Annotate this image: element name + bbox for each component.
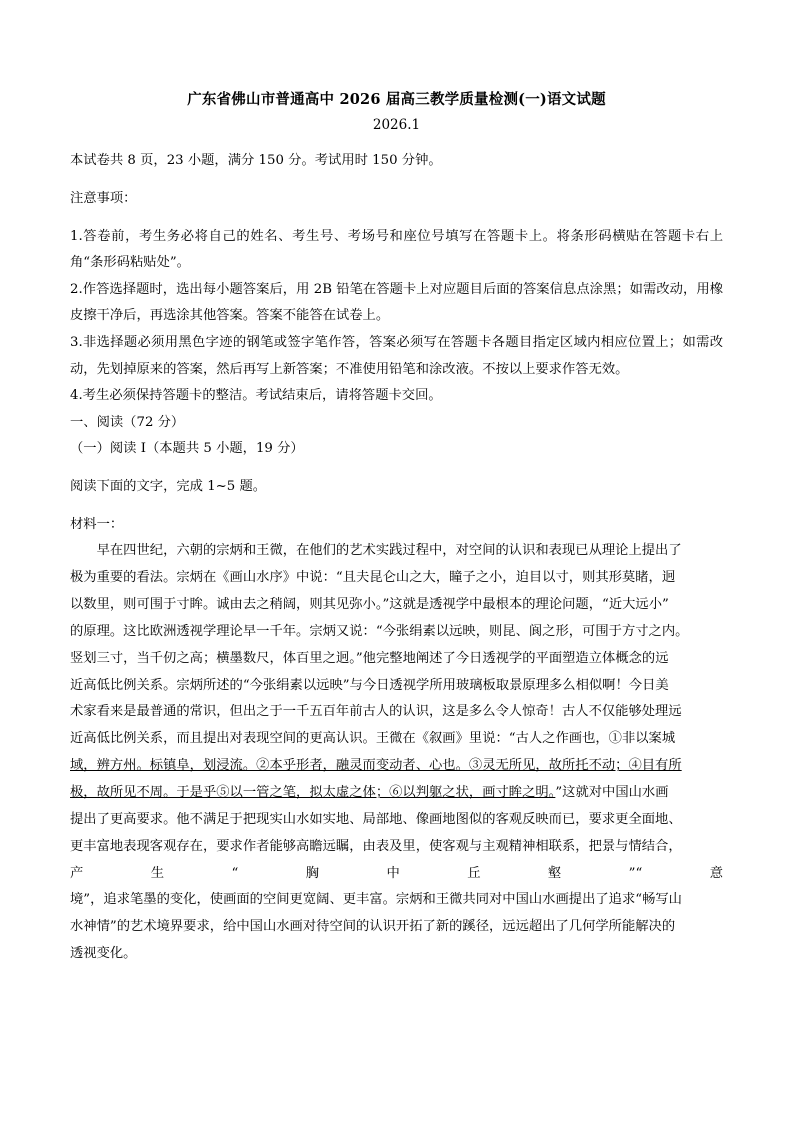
passage-line-10	[70, 780, 723, 807]
passage-line-13-part-2: 生	[150, 865, 165, 881]
section-heading-one: 一、阅读（72 分）	[70, 414, 185, 430]
note-item-1: 1.答卷前，考生务必将自己的姓名、考生号、考场号和座位号填写在答题卡上。将条形码横贴在答题卡右上角“条形码粘贴处”。	[70, 228, 723, 271]
passage-line-12: 更丰富地表现客观存在，要求作者能够高瞻远瞩，由表及里，使客观与主观精神相联系，把景与情结合，	[70, 838, 682, 854]
passage-line-15: 水神情”的艺术境界要求，给中国山水画对待空间的认识开拓了新的蹊径，远远超出了几何学所能解决的	[70, 919, 676, 935]
passage-line-4: 的原理。这比欧洲透视学理论早一千年。宗炳又说：“今张绢素以远映，则昆、阆之形，可围于方寸之内。	[70, 623, 689, 639]
passage-line-6: 近高低比例关系。宗炳所述的“今张绢素以远映”与今日透视学所用玻璃板取景原理多么相似啊！今日美	[70, 677, 669, 693]
passage-line-13-part-6: 丘	[467, 865, 481, 881]
passage-line-7: 术家看来是最普通的常识，但出之于一千五百年前古人的认识，这是多么令人惊奇！古人不仅能够处理远	[70, 704, 682, 720]
passage-line-13-part-5: 中	[386, 865, 400, 881]
notes-heading: 注意事项：	[70, 191, 137, 207]
reading-instruction: 阅读下面的文字，完成 1~5 题。	[70, 479, 267, 495]
passage-line-9-underlined: 域，辨方州。标镇阜，划浸流。②本乎形者，融灵而变动者、心也。③灵无所见，故所托不动；④目有所	[70, 758, 682, 774]
passage-line-2: 极为重要的看法。宗炳在《画山水序》中说：“且夫昆仑山之大，瞳子之小，迫目以寸，则其形莫睹，迥	[70, 570, 676, 586]
passage-line-13	[70, 861, 723, 888]
passage-line-16: 透视变化。	[70, 946, 137, 962]
passage-line-10-underlined: 极，故所见不周。于是乎⑤以一管之笔，拟太虚之体；⑥以判躯之状，画寸眸之明。	[70, 784, 556, 800]
passage-line-14: 境”，追求笔墨的变化，使画面的空间更宽阔、更丰富。宗炳和王微共同对中国山水画提出了追求“畅写山	[70, 892, 682, 908]
page-title: 广东省佛山市普通高中 2026 届高三教学质量检测(一)语文试题	[187, 91, 606, 108]
passage-line-13-part-7: 壑	[547, 865, 562, 881]
passage-line-3: 以数里，则可围于寸眸。诚由去之稍阔，则其见弥小。”这就是透视学中最根本的理论问题，“近大远小”	[70, 596, 669, 612]
subsection-heading-one: （一）阅读 I（本题共 5 小题，19 分）	[70, 441, 304, 457]
passage-body	[70, 538, 723, 968]
passage-line-8	[70, 726, 723, 753]
passage-line-13-part-8: ”“	[628, 865, 643, 881]
passage-line-13-part-9: 意	[709, 865, 723, 881]
passage-line-13-part-4: 胸	[305, 865, 320, 881]
note-item-2: 2.作答选择题时，选出每小题答案后，用 2B 铅笔在答题卡上对应题目后面的答案信息点涂黑；如需改动，用橡皮擦干净后，再选涂其他答案。答案不能答在试卷上。	[70, 281, 723, 324]
passage-line-10-rest: ”这就对中国山水画	[555, 784, 669, 800]
passage-line-13-part-3: “	[231, 865, 239, 881]
exam-info: 本试卷共 8 页，23 小题，满分 150 分。考试用时 150 分钟。	[70, 153, 442, 169]
passage-line-1: 早在四世纪，六朝的宗炳和王微，在他们的艺术实践过程中，对空间的认识和表现已从理论上提出了	[96, 543, 682, 559]
passage-line-8-text: 近高低比例关系，而且提出对表现空间的更高认识。王微在《叙画》里说：“古人之作画也，①非以案城	[70, 731, 676, 747]
material-label: 材料一：	[70, 516, 124, 532]
note-item-3: 3.非选择题必须用黑色字迹的钢笔或签字笔作答，答案必须写在答题卡各题目指定区域内相应位置上；如需改动，先划掉原来的答案，然后再写上新答案；不准使用铅笔和涂改液。不按以上要求作答无效。	[70, 335, 723, 377]
note-item-4: 4.考生必须保持答题卡的整洁。考试结束后，请将答题卡交回。	[70, 388, 442, 404]
passage-line-13-part-1: 产	[70, 865, 84, 881]
passage-line-11: 提出了更高要求。他不满足于把现实山水如实地、局部地、像画地图似的客观反映而已，要求更全面地、	[70, 811, 682, 827]
document-date: 2026.1	[372, 117, 421, 134]
passage-line-5: 竖划三寸，当千仞之高；横墨数尺，体百里之迥。”他完整地阐述了今日透视学的平面塑造立体概念的远	[70, 650, 669, 666]
